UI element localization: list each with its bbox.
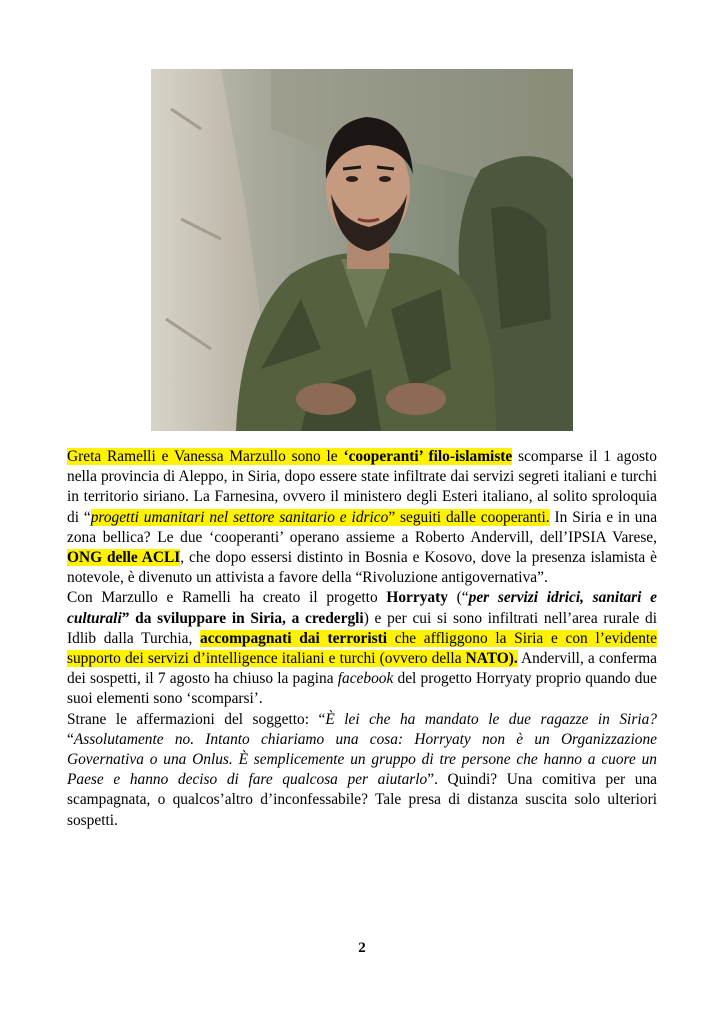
text-run: Horryaty bbox=[386, 589, 448, 607]
text-run: Greta Ramelli e Vanessa Marzullo sono le bbox=[67, 448, 344, 465]
text-run: facebook bbox=[337, 670, 394, 688]
text-run: ) e per cui si sono infiltrati nell’area rurale di Idlib dalla Turchia, bbox=[67, 609, 658, 647]
paragraph-1 bbox=[67, 447, 657, 588]
text-run: ONG delle ACLI bbox=[67, 549, 181, 567]
text-run: Andervill, a conferma dei sospetti, il 7 agosto ha chiuso la pagina bbox=[67, 650, 657, 688]
text-run: Con Marzullo e Ramelli ha creato il progetto bbox=[67, 589, 387, 607]
paragraph-2 bbox=[67, 588, 657, 709]
text-run: del progetto Horryaty proprio quando due suoi elementi sono ‘scomparsi’. bbox=[67, 670, 657, 708]
soldier-photo-image bbox=[151, 69, 573, 431]
text-run: per servizi idrici, sanitari e culturali bbox=[67, 589, 657, 627]
text-run: che affliggono la Siria e con l’evidente supporto dei servizi d’intelligence italiani e turchi (ovvero della bbox=[67, 629, 657, 668]
text-run: Strane le affermazioni del soggetto: “ bbox=[67, 710, 326, 728]
article-body bbox=[67, 447, 657, 831]
text-run: accompagnati dai terroristi bbox=[200, 629, 388, 647]
text-run: Assolutamente no. Intanto chiariamo una cosa: Horryaty non è un Organizzazione Governativa o una Onlus. È semplicemente un gruppo di tre persone che hanno a cuore un Paese e hanno deciso di fare qualcosa per aiutarlo bbox=[67, 730, 657, 789]
text-run: NATO). bbox=[465, 650, 518, 668]
text-run: ” seguiti dalle cooperanti. bbox=[388, 508, 550, 526]
article-photo bbox=[151, 69, 573, 431]
text-run: (“ bbox=[447, 589, 469, 607]
text-run: , che dopo essersi distinto in Bosnia e Kosovo, dove la presenza islamista è notevole, è divenuto un attivista a favore della “Rivoluzione antigovernativa”. bbox=[67, 549, 657, 587]
text-run: È lei che ha mandato le due ragazze in Siria? bbox=[325, 710, 657, 728]
page-number: 2 bbox=[358, 940, 366, 956]
text-run: “ bbox=[67, 730, 74, 748]
text-run: ” da sviluppare in Siria, a credergli bbox=[121, 609, 364, 627]
text-run: ‘cooperanti’ filo-islamiste bbox=[343, 448, 513, 465]
paragraph-3 bbox=[67, 710, 657, 831]
text-run: In Siria e in una zona bellica? Le due ‘cooperanti’ operano assieme a Roberto Andervill, dell’IPSIA Varese, bbox=[67, 508, 658, 546]
text-run: scomparse il 1 agosto nella provincia di Aleppo, in Siria, dopo essere state infiltrate dai servizi segreti italiani e turchi in territorio siriano. La Farnesina, ovvero il ministero degli Esteri italiano, al solito sproloquia di “ bbox=[67, 448, 657, 526]
text-run: ”. Quindi? Una comitiva per una scampagnata, o qualcos’altro d’inconfessabile? Tale presa di distanza suscita solo ulteriori sospetti. bbox=[67, 771, 657, 829]
text-run: progetti umanitari nel settore sanitario e idrico bbox=[90, 508, 389, 526]
